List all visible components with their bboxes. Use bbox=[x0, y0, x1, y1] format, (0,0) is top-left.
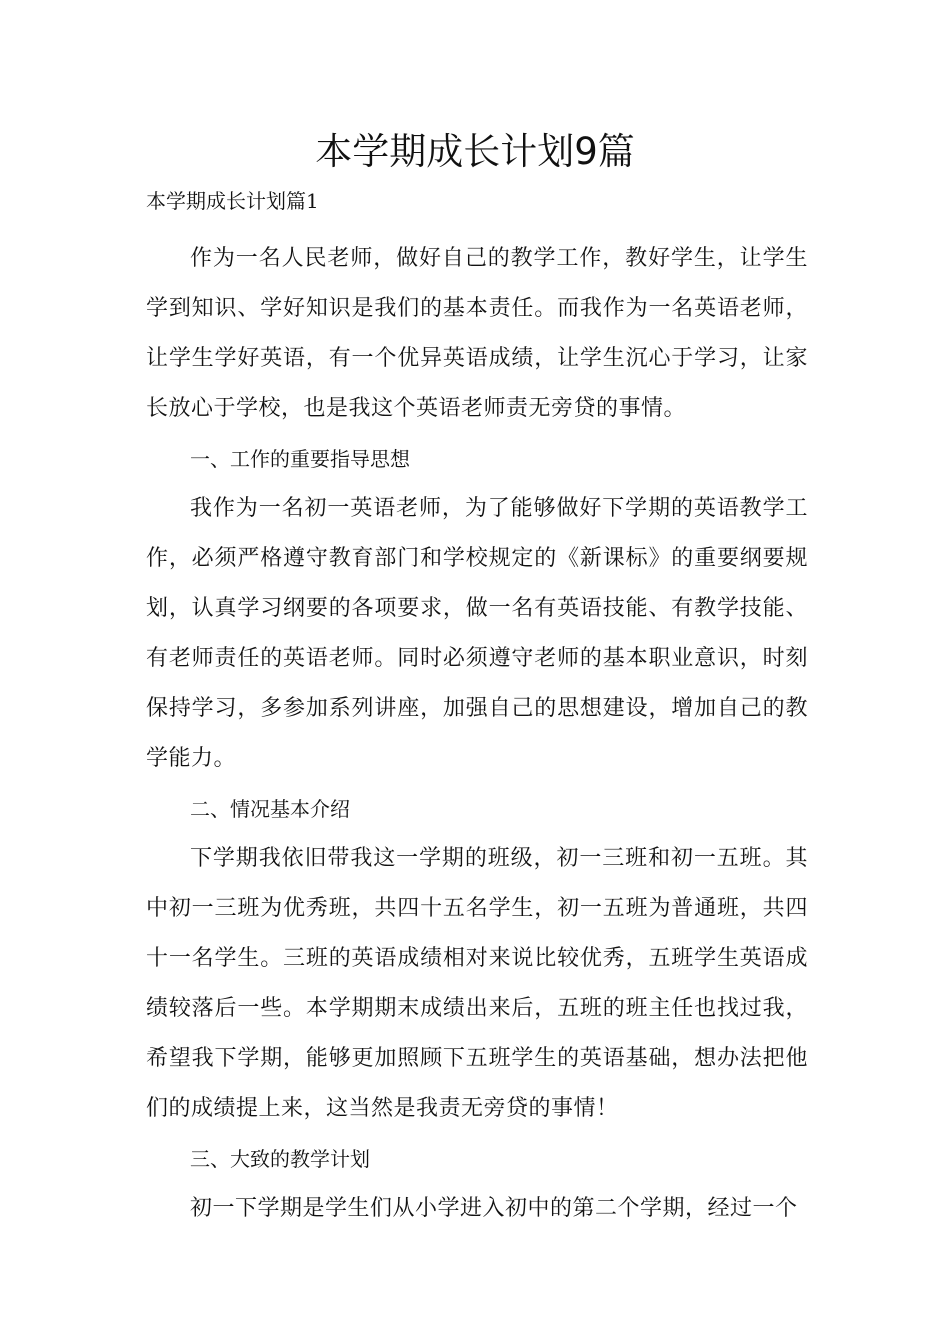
document-body bbox=[146, 234, 808, 1234]
body-paragraph: 我作为一名初一英语老师，为了能够做好下学期的英语教学工作，必须严格遵守教育部门和学校规定的《新课标》的重要纲要规划，认真学习纲要的各项要求，做一名有英语技能、有教学技能、有老师责任的英语老师。同时必须遵守老师的基本职业意识，时刻保持学习，多参加系列讲座，加强自己的思想建设，增加自己的教学能力。 bbox=[146, 496, 808, 771]
section-heading: 一、工作的重要指导思想 bbox=[190, 447, 410, 471]
section-heading: 二、情况基本介绍 bbox=[190, 797, 350, 821]
document-title: 本学期成长计划9篇 bbox=[315, 130, 635, 173]
body-paragraph: 作为一名人民老师，做好自己的教学工作，教好学生，让学生学到知识、学好知识是我们的基本责任。而我作为一名英语老师，让学生学好英语，有一个优异英语成绩，让学生沉心于学习，让家长放心于学校，也是我这个英语老师责无旁贷的事情。 bbox=[146, 246, 808, 421]
body-paragraph: 初一下学期是学生们从小学进入初中的第二个学期，经过一个 bbox=[190, 1196, 798, 1221]
section-subtitle: 本学期成长计划篇1 bbox=[146, 189, 319, 213]
section-heading: 三、大致的教学计划 bbox=[190, 1147, 370, 1171]
body-paragraph: 下学期我依旧带我这一学期的班级，初一三班和初一五班。其中初一三班为优秀班，共四十五名学生，初一五班为普通班，共四十一名学生。三班的英语成绩相对来说比较优秀，五班学生英语成绩较落后一些。本学期期末成绩出来后，五班的班主任也找过我，希望我下学期，能够更加照顾下五班学生的英语基础，想办法把他们的成绩提上来，这当然是我责无旁贷的事情！ bbox=[146, 846, 808, 1121]
